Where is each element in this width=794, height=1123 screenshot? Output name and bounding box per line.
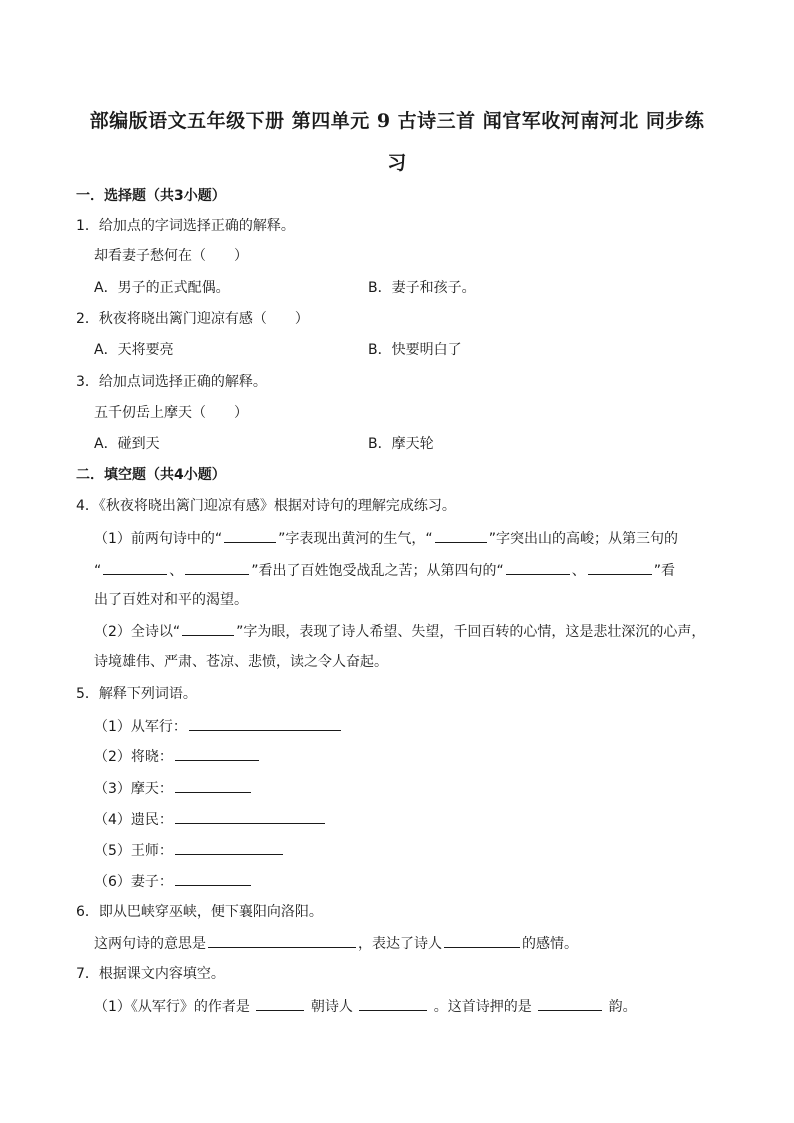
question-2-option-b[interactable]: B．快要明白了 [368, 342, 462, 358]
question-5-item-2: （2）将晓： [94, 746, 261, 767]
question-5-item-1: （1）从军行： [94, 716, 343, 737]
answer-blank[interactable] [444, 933, 520, 948]
answer-blank[interactable] [175, 840, 283, 855]
question-4-part2-line1: （2）全诗以“ ”字为眼，表现了诗人希望、失望，千回百转的心情，这是悲壮深沉的心声， [94, 621, 705, 642]
answer-blank[interactable] [182, 621, 234, 636]
answer-blank[interactable] [208, 933, 356, 948]
answer-blank[interactable] [189, 716, 341, 731]
question-7-part1: （1）《从军行》的作者是 朝诗人 。这首诗押的是 韵。 [94, 996, 637, 1017]
question-3-option-b[interactable]: B．摩天轮 [368, 436, 434, 452]
question-3-option-a[interactable]: A．碰到天 [94, 436, 160, 452]
question-4-part1-line2: “ 、 ”看出了百姓饱受战乱之苦；从第四句的“ 、 ”看 [94, 560, 675, 581]
answer-blank[interactable] [588, 560, 652, 575]
section-heading-choice: 一．选择题（共3小题） [76, 188, 226, 204]
question-3-stem: 3．给加点词选择正确的解释。 [76, 374, 267, 390]
answer-blank[interactable] [359, 996, 427, 1011]
question-4-part1-line3: 出了百姓对和平的渴望。 [94, 592, 248, 608]
worksheet-title-line2: 习 [387, 152, 407, 174]
question-1-stem: 1．给加点的字词选择正确的解释。 [76, 218, 295, 234]
answer-blank[interactable] [175, 809, 325, 824]
question-4-part1-line1: （1）前两句诗中的“ ”字表现出黄河的生气，“ ”字突出山的高峻；从第三句的 [94, 528, 678, 549]
question-5-item-5: （5）王师： [94, 840, 285, 861]
answer-blank[interactable] [185, 560, 249, 575]
question-1-sentence: 却看妻子愁何在（ ） [94, 248, 248, 264]
question-6-stem: 6．即从巴峡穿巫峡，便下襄阳向洛阳。 [76, 904, 323, 920]
answer-blank[interactable] [256, 996, 304, 1011]
answer-blank[interactable] [175, 746, 259, 761]
section-heading-fill: 二．填空题（共4小题） [76, 467, 226, 483]
worksheet-title-line1: 部编版语文五年级下册 第四单元 9 古诗三首 闻官军收河南河北 同步练 [89, 110, 705, 132]
question-1-option-b[interactable]: B．妻子和孩子。 [368, 280, 476, 296]
question-4-stem: 4．《秋夜将晓出篱门迎凉有感》根据对诗句的理解完成练习。 [76, 498, 456, 514]
question-5-stem: 5．解释下列词语。 [76, 686, 197, 702]
question-2-stem: 2．秋夜将晓出篱门迎凉有感（ ） [76, 311, 309, 327]
question-3-sentence: 五千仞岳上摩天（ ） [94, 405, 248, 421]
answer-blank[interactable] [538, 996, 602, 1011]
answer-blank[interactable] [435, 528, 487, 543]
answer-blank[interactable] [506, 560, 570, 575]
question-2-option-a[interactable]: A．天将要亮 [94, 342, 174, 358]
question-1-option-a[interactable]: A．男子的正式配偶。 [94, 280, 230, 296]
question-6-prompt: 这两句诗的意思是 ，表达了诗人 的感情。 [94, 933, 578, 954]
answer-blank[interactable] [175, 871, 251, 886]
question-7-stem: 7．根据课文内容填空。 [76, 966, 225, 982]
question-5-item-4: （4）遗民： [94, 809, 327, 830]
question-5-item-3: （3）摩天： [94, 778, 253, 799]
question-4-part2-line2: 诗境雄伟、严肃、苍凉、悲愤，读之令人奋起。 [94, 654, 388, 670]
answer-blank[interactable] [103, 560, 167, 575]
answer-blank[interactable] [224, 528, 276, 543]
answer-blank[interactable] [175, 778, 251, 793]
question-5-item-6: （6）妻子： [94, 871, 253, 892]
